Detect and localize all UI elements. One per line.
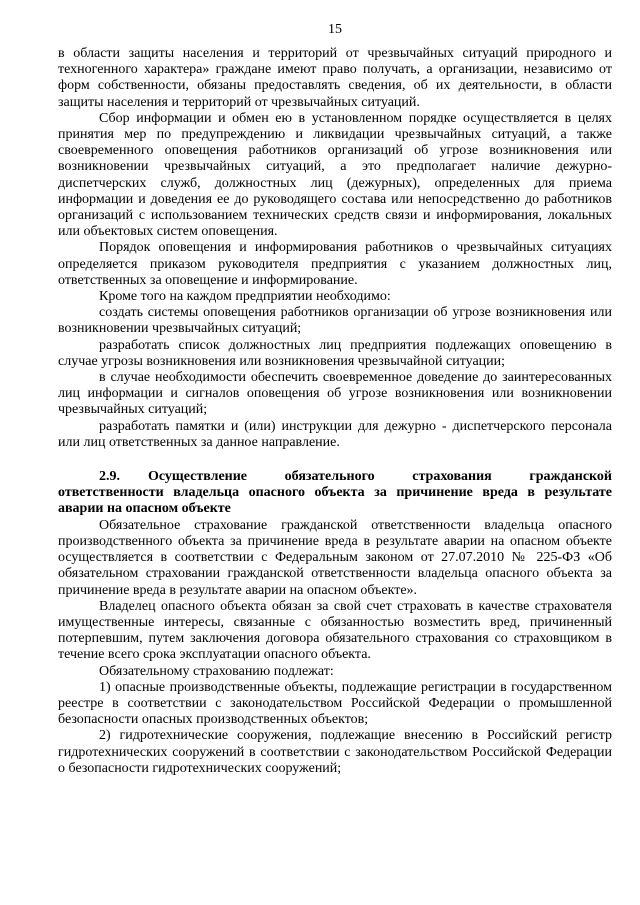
list-item: 2) гидротехнические сооружения, подлежащие внесению в Российский регистр гидротехнических сооружений в соответствии с законодательством Российской Федерации о безопасности гидротехнических сооружений; (58, 728, 612, 776)
paragraph: Сбор информации и обмен ею в установленном порядке осуществляется в целях принятия мер по предупреждению и ликвидации чрезвычайных ситуаций, а также своевременного оповещения работников организаций об угрозе возникновения или возникновении чрезвычайных ситуаций, а это предполагает наличие дежурно-диспетчерских служб, должностных лиц (дежурных), определенных для приема информации и доведения ее до руководящего состава или непосредственно до работников организаций с использованием технических средств связи и информирования, локальных или объектовых систем оповещения. (58, 110, 612, 240)
paragraph: Порядок оповещения и информирования работников о чрезвычайных ситуациях определяется приказом руководителя предприятия с указанием должностных лиц, ответственных за оповещение и информирование. (58, 240, 612, 288)
paragraph: Кроме того на каждом предприятии необходимо: (99, 289, 391, 305)
list-item: создать системы оповещения работников организации об угрозе возникновения или возникновении чрезвычайных ситуаций; (58, 305, 612, 337)
section-spacer (58, 451, 612, 469)
paragraph: Обязательное страхование гражданской ответственности владельца опасного производственного объекта за причинение вреда в результате аварии на опасном объекте осуществляется в соответствии с Федеральным законом от 27.07.2010 № 225-ФЗ «Об обязательном страховании гражданской ответственности владельца опасного объекта за причинение вреда в результате аварии на опасном объекте». (58, 517, 612, 598)
paragraph: Владелец опасного объекта обязан за свой счет страховать в качестве страхователя имущественные интересы, связанные с обязанностью возместить вред, причиненный потерпевшим, путем заключения договора обязательного страхования со страховщиком в течение всего срока эксплуатации опасного объекта. (58, 598, 612, 663)
page-content (58, 46, 612, 777)
list-item: разработать список должностных лиц предприятия подлежащих оповещению в случае угрозы возникновения или возникновения чрезвычайной ситуации; (58, 337, 612, 369)
paragraph: в области защиты населения и территорий от чрезвычайных ситуаций природного и техногенного характера» граждане имеют право получать, а организации, независимо от форм собственности, обязаны предоставлять сведения, об их деятельности, в области защиты населения и территорий от чрезвычайных ситуаций. (58, 46, 612, 110)
page-number: 15 (328, 22, 342, 37)
section-number: 2.9. (99, 469, 120, 485)
paragraph: Обязательному страхованию подлежат: (99, 663, 334, 679)
section-heading (58, 469, 612, 518)
list-item: разработать памятки и (или) инструкции для дежурно - диспетчерского персонала или лиц ответственных за данное направление. (58, 418, 612, 450)
section-title: Осуществление обязательного страхования гражданской ответственности владельца опасного объекта за причинение вреда в результате аварии на опасном объекте (58, 469, 612, 517)
list-item: в случае необходимости обеспечить своевременное доведение до заинтересованных лиц информации и сигналов оповещения об угрозе возникновения или возникновении чрезвычайных ситуаций; (58, 370, 612, 418)
list-item: 1) опасные производственные объекты, подлежащие регистрации в государственном реестре в соответствии с законодательством Российской Федерации о промышленной безопасности опасных производственных объектов; (58, 679, 612, 728)
